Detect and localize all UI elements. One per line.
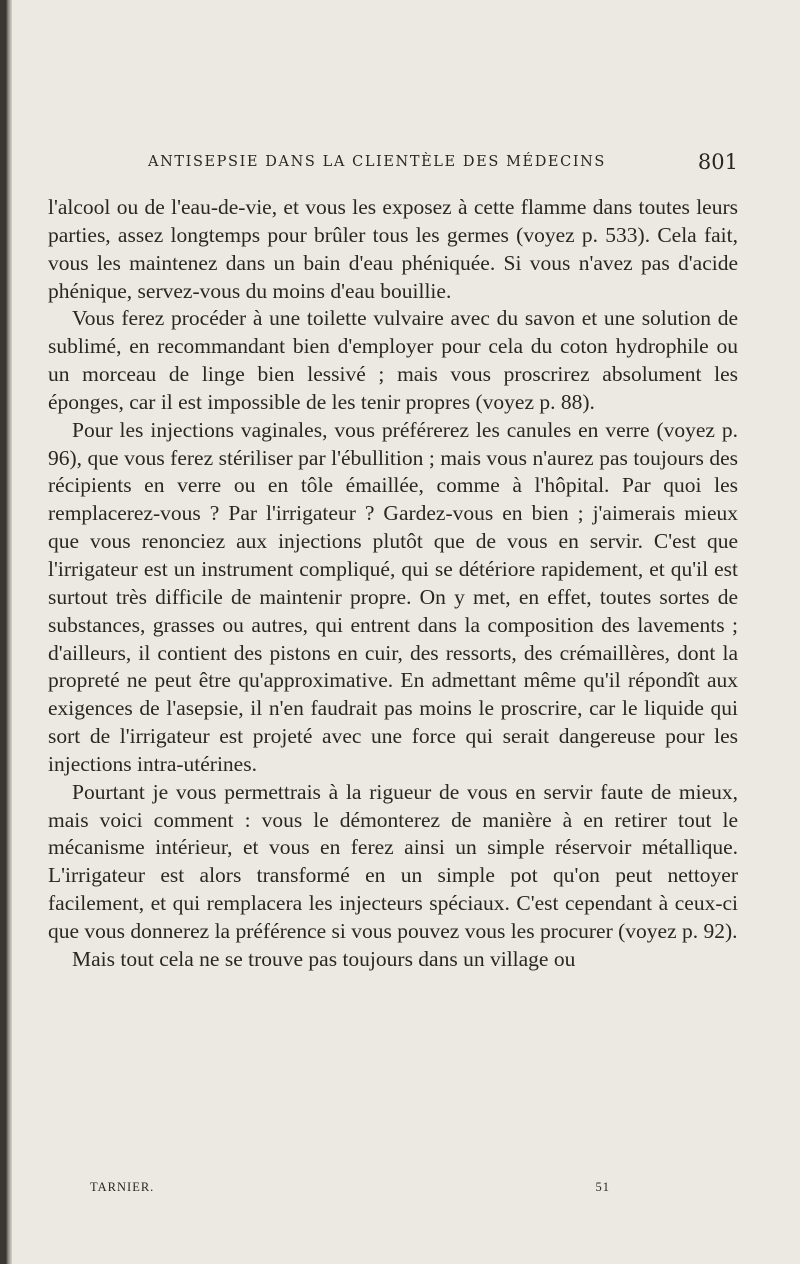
body-text	[48, 194, 738, 974]
paragraph: l'alcool ou de l'eau-de-vie, et vous les exposez à cette flamme dans toutes leurs parties, assez longtemps pour brûler tous les germes (voyez p. 533). Cela fait, vous les maintenez dans un bain d'eau phéniquée. Si vous n'avez pas d'acide phénique, servez-vous du moins d'eau bouillie.	[48, 195, 738, 303]
paragraph: Pourtant je vous permettrais à la rigueur de vous en servir faute de mieux, mais voici comment : vous le démonterez de manière à en retirer tout le mécanisme intérieur, et vous en ferez ainsi un simple réservoir métallique. L'irrigateur est alors transformé en un simple pot qu'on peut nettoyer facilement, et qui remplacera les injecteurs spéciaux. C'est cependant à ceux-ci que vous donnerez la préférence si vous pouvez vous les procurer (voyez p. 92).	[48, 779, 738, 943]
page-footer	[90, 1180, 610, 1200]
binding-edge	[0, 0, 12, 1264]
page-header	[148, 150, 738, 180]
paragraph: Mais tout cela ne se trouve pas toujours dans un village ou	[72, 946, 576, 971]
paragraph: Pour les injections vaginales, vous préférerez les canules en verre (voyez p. 96), que vous ferez stériliser par l'ébullition ; mais vous n'aurez pas toujours des récipients en verre ou en tôle émaillée, comme à l'hôpital. Par quoi les remplacerez-vous ? Par l'irrigateur ? Gardez-vous en bien ; j'aimerais mieux que vous renonciez aux injections plutôt que de vous en servir. C'est que l'irrigateur est un instrument compliqué, qui se détériore rapidement, et qu'il est surtout très difficile de maintenir propre. On y met, en effet, toutes sortes de substances, grasses ou autres, qui entrent dans la composition des lavements ; d'ailleurs, il contient des pistons en cuir, des ressorts, des crémaillères, dont la propreté ne peut être qu'approximative. En admettant même qu'il répondît aux exigences de l'asepsie, il n'en faudrait pas moins le proscrire, car le liquide qui sort de l'irrigateur est projeté avec une force qui serait dangereuse pour les injections intra-utérines.	[48, 417, 738, 776]
paragraph: Vous ferez procéder à une toilette vulvaire avec du savon et une solution de sublimé, en recommandant bien d'employer pour cela du coton hydrophile ou un morceau de linge bien lessivé ; mais vous proscrirez absolument les éponges, car il est impossible de les tenir propres (voyez p. 88).	[48, 306, 738, 414]
printer-signature: TARNIER.	[90, 1180, 155, 1194]
page-number: 801	[697, 150, 738, 174]
sheet-number: 51	[595, 1180, 610, 1194]
running-title: ANTISEPSIE DANS LA CLIENTÈLE DES MÉDECINS	[148, 154, 606, 170]
